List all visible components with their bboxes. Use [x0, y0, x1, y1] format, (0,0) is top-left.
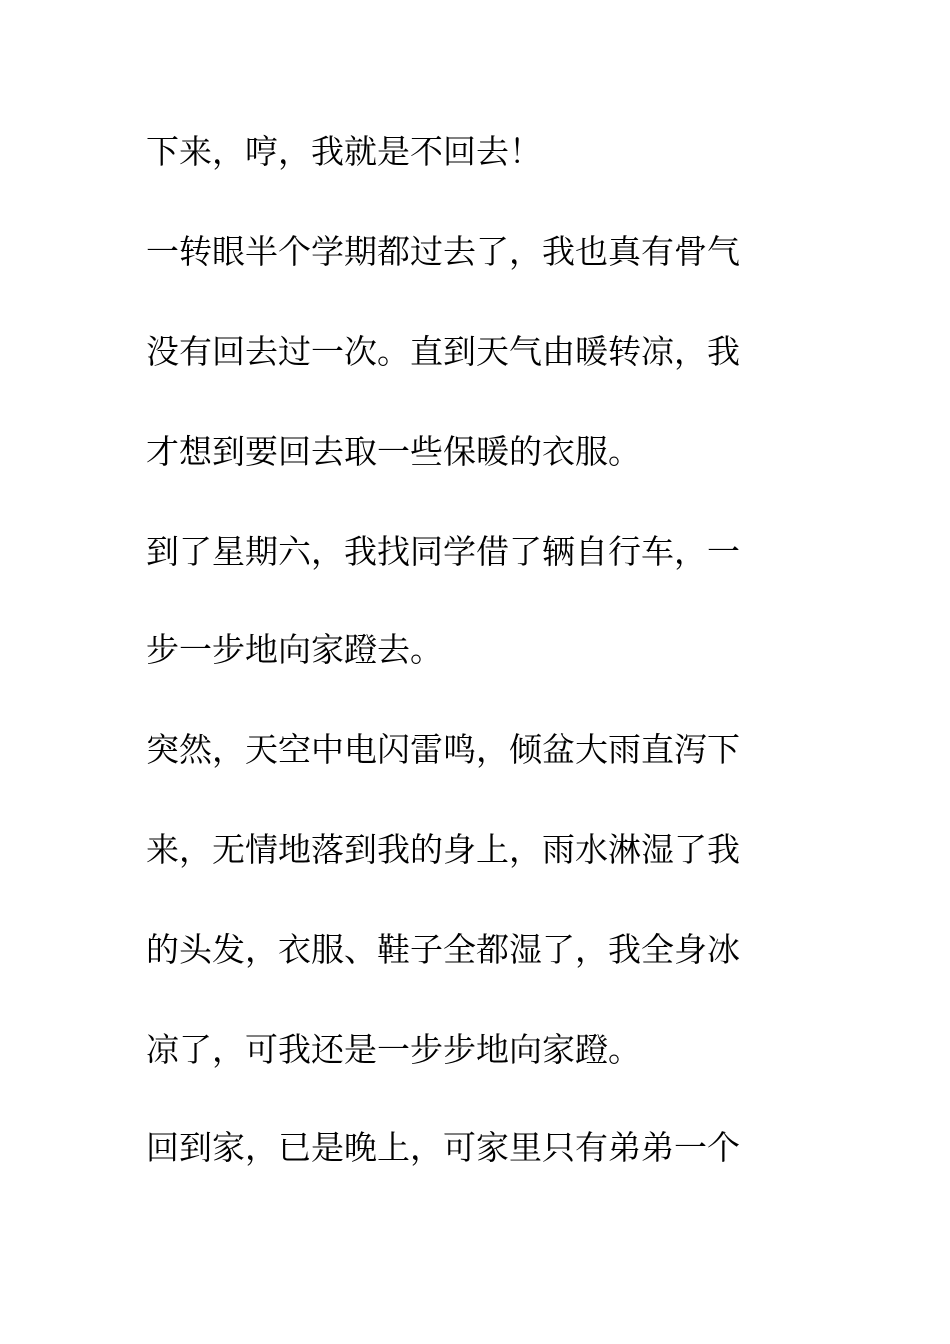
text-line: 来，无情地落到我的身上，雨水淋湿了我 [146, 830, 740, 869]
text-line: 到了星期六，我找同学借了辆自行车，一 [146, 532, 740, 571]
text-line: 才想到要回去取一些保暖的衣服。 [146, 432, 641, 471]
text-line: 步一步地向家蹬去。 [146, 630, 443, 669]
text-line: 没有回去过一次。直到天气由暖转凉，我 [146, 332, 740, 371]
text-line: 凉了，可我还是一步步地向家蹬。 [146, 1030, 641, 1069]
text-line: 的头发，衣服、鞋子全都湿了，我全身冰 [146, 930, 740, 969]
text-line: 一转眼半个学期都过去了，我也真有骨气 [146, 232, 740, 271]
text-line: 回到家，已是晚上，可家里只有弟弟一个 [146, 1128, 740, 1167]
text-line: 突然，天空中电闪雷鸣，倾盆大雨直泻下 [146, 730, 740, 769]
text-line: 下来，哼，我就是不回去！ [146, 132, 542, 171]
